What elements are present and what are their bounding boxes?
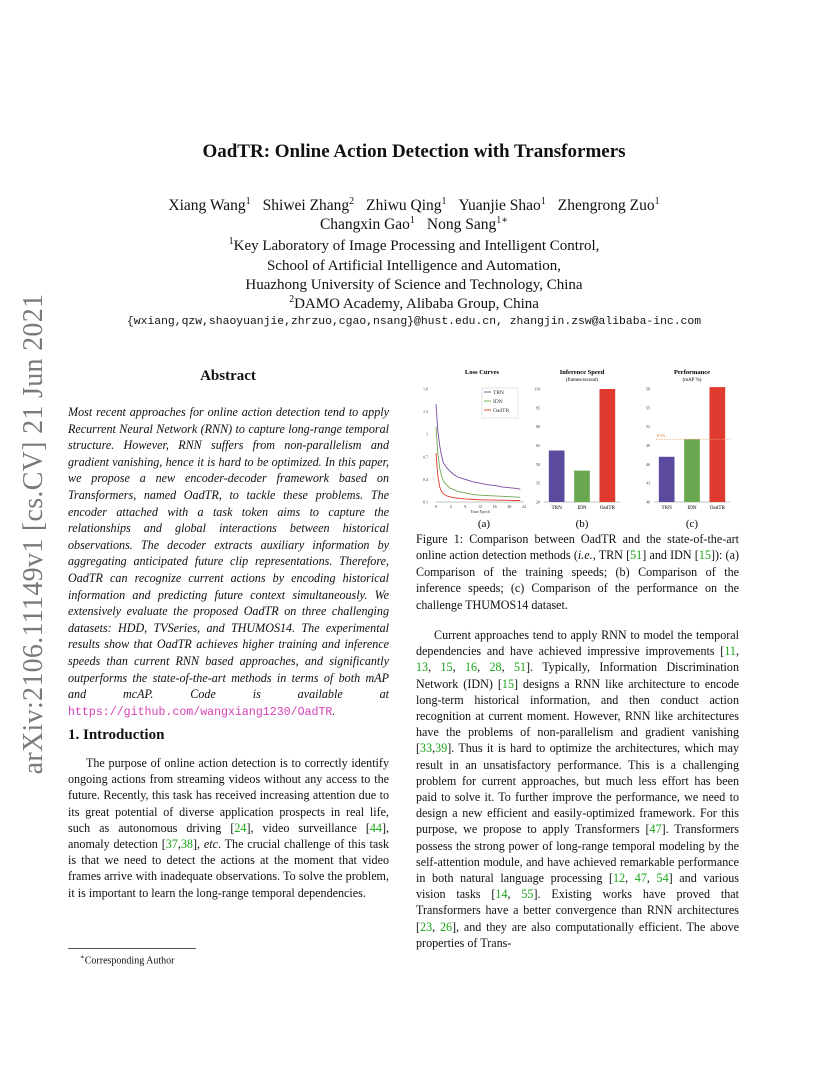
legend-entry: OadTR [493,408,510,414]
x-tick-label: TRN [661,505,672,511]
citation[interactable]: 33 [420,741,433,756]
y-tick-label: 80 [536,424,540,430]
panel-label-b: (b) [575,518,589,530]
figure-caption: Figure 1: Comparison between OadTR and the state-of-the-art online action detection methods (i.e., TRN [51] and IDN [15]): (a) Comparison of the training speeds; (b) Comparison of the inference speeds; (c) Comparison of the performance on the challenge THUMOS14 dataset. [416,532,739,612]
y-tick-label: 65 [536,443,540,448]
bar-idn [574,471,590,502]
bar-idn [684,439,700,502]
x-tick-label: OadTR [599,505,615,511]
x-tick-label: 4 [449,504,452,509]
citation[interactable]: 47 [634,871,647,886]
x-tick-label: OadTR [709,505,725,511]
author-name: Xiang Wang$^1$ [168,196,251,215]
y-tick-label: 43 [646,480,650,486]
y-tick-label: 55 [646,405,650,411]
x-tick-label: 16 [492,504,497,509]
bar-oadtr [709,387,725,502]
y-tick-label: 1 [426,431,428,437]
citation[interactable]: 15 [440,660,453,675]
x-tick-label: 8 [464,504,467,509]
authors-line-2 [0,215,828,234]
y-tick-label: 0.1 [423,499,428,505]
author-name: Zhengrong Zuo$^1$ [557,196,660,215]
bar-trn [549,451,565,502]
abstract-heading: Abstract [200,368,256,384]
citation[interactable]: 51 [630,548,643,563]
chart-subtitle: (frames/second) [565,378,599,383]
figure-1 [416,364,742,532]
chart-subtitle: (mAP %) [682,378,702,383]
right-column-paragraph: Current approaches tend to apply RNN to model the temporal dependencies and have achieved impressive improvements [11, 13, 15, 16, 28, 51]. Typically, Information Discrimination Network (IDN) [15] designs a RNN like architecture to encode long-term historical information, and then conduct action recognition at current moment. However, RNN like architectures have the problems of non-parallelism and gradient vanishing [33,39]. Thus it is hard to optimize the architectures, which may result in an unsatisfactory performance. This is a challenging problem for current approaches, but much less effort has been paid to solve it. To further improve the performance, we need to design a new efficient and easily-optimized framework. For this purpose, we propose to apply Transformers [47]. Transformers possess the strong power of long-range temporal modeling by the self-attention module, and have achieved remarkable performance in both natural language processing [12, 47, 54] and various vision tasks [14, 55]. Existing works have proved that Transformers have a better convergence than RNN architectures [23, 26], and they are also computationally efficient. The above properties of Trans- [416,628,740,950]
y-tick-label: 40 [646,499,650,505]
author-name: Shiwei Zhang$^2$ [262,196,355,215]
introduction-paragraph: The purpose of online action detection is to correctly identify ongoing actions from streaming videos without any access to the future. Recently, this task has received increasing attention due to its great potential of diverse application prospects in real life, such as autonomous driving [24], video surveillance [44], anomaly detection [37,38], etc. The crucial challenge of this task is that we need to detect the actions at the moment that video frames arrive with inadequate observations. To solve the problem, it is important to learn the long-range temporal dependencies. [68,756,389,900]
affiliation-line: $^1$Key Laboratory of Image Processing and Intelligent Control, [228,236,600,254]
citation[interactable]: 12 [613,871,626,886]
citation[interactable]: 28 [489,660,502,675]
annotation-label: 8.3% [657,433,666,439]
y-tick-label: 1.3 [423,409,428,415]
code-link[interactable]: https://github.com/wangxiang1230/OadTR [68,705,333,719]
legend-entry: TRN [493,390,504,396]
y-tick-label: 20 [536,499,540,505]
x-tick-label: TRN [551,505,562,511]
x-axis-label: Time Epoch [470,509,490,514]
author-name: Yuanjie Shao$^1$ [458,196,546,215]
legend-entry: IDN [493,399,503,405]
author-name: Nong Sang$^{1∗}$ [426,215,509,234]
citation[interactable]: 55 [521,887,534,902]
citation[interactable]: 37 [165,837,178,852]
series-line-oadtr [436,453,520,500]
abstract-body: Most recent approaches for online action detection tend to apply Recurrent Neural Network (RNN) to capture long-range temporal structure. However, RNN suffers from non-parallelism and gradient vanishing, hence it is hard to be optimized. In this paper, we propose a new encoder-decoder framework based on Transformers, named OadTR, to tackle these problems. The encoder attached with a task token aims to capture the relationships and global interactions between historical observations. The decoder extracts auxiliary information by aggregating anticipated future clip representations. Therefore, OadTR can recognize current actions by encoding historical information and predicting future context simultaneously. We extensively evaluate the proposed OadTR on three challenging datasets: HDD, TVSeries, and THUMOS14. The experimental results show that OadTR achieves higher training and inference speeds than current RNN based approaches, and significantly outperforms the state-of-the-art methods in terms of both mAP and mcAP. Code is available at https://github.com/wangxiang1230/OadTR. [68,405,389,719]
panel-label-c: (c) [685,518,699,530]
series-line-idn [436,427,520,498]
panel-label-a: (a) [477,518,491,530]
affiliation-line: $^2$DAMO Academy, Alibaba Group, China [289,294,539,312]
bar-oadtr [599,389,615,502]
citation[interactable]: 11 [724,644,736,659]
authors-line-1 [0,196,828,215]
y-tick-label: 0.4 [423,476,428,482]
x-tick-label: 20 [507,504,512,509]
chart-title: Loss Curves [464,369,500,376]
citation[interactable]: 14 [495,887,508,902]
citation[interactable]: 54 [656,871,669,886]
bar-trn [659,457,675,502]
citation[interactable]: 47 [649,822,662,837]
citation[interactable]: 38 [180,837,193,852]
affiliation-line: Huazhong University of Science and Technology, China [245,277,583,293]
y-tick-label: 0.7 [423,454,428,460]
y-tick-label: 49 [646,443,650,448]
citation[interactable]: 13 [416,660,429,675]
citation[interactable]: 23 [420,919,433,934]
y-tick-label: 95 [536,405,540,411]
y-tick-label: 50 [536,461,540,467]
footnote-rule [68,948,196,949]
citation[interactable]: 39 [435,741,448,756]
footnote: ∗Corresponding Author [80,953,175,967]
citation[interactable]: 26 [439,919,453,934]
x-tick-label: IDN [577,505,587,511]
chart-title: Inference Speed [559,369,605,376]
citation[interactable]: 16 [464,660,478,675]
y-tick-label: 110 [534,386,540,392]
x-tick-label: 12 [478,504,482,509]
chart-title: Performance [673,369,711,376]
citation[interactable]: 15 [698,548,711,563]
citation[interactable]: 51 [513,660,527,675]
affiliation-line: School of Artificial Intelligence and Automation, [266,258,562,274]
author-name: Zhiwu Qing$^1$ [366,196,447,215]
x-tick-label: IDN [687,505,697,511]
y-tick-label: 58 [646,386,650,392]
y-tick-label: 46 [646,461,650,467]
y-tick-label: 1.6 [423,386,428,392]
citation[interactable]: 24 [234,820,247,835]
y-tick-label: 52 [646,424,650,430]
x-tick-label: 24 [522,504,526,509]
citation[interactable]: 15 [501,676,514,691]
author-name: Changxin Gao$^1$ [319,215,415,234]
citation[interactable]: 44 [369,820,382,835]
y-tick-label: 35 [536,480,540,486]
arxiv-stamp: arXiv:2106.11149v1 [cs.CV] 21 Jun 2021 [18,293,49,775]
paper-title: OadTR: Online Action Detection with Transformers [202,141,626,162]
author-emails: {wxiang,qzw,shaoyuanjie,zhrzuo,cgao,nsang}@hust.edu.cn, zhangjin.zsw@alibaba-inc.com [126,316,702,328]
x-tick-label: 0 [435,504,437,509]
section-heading-introduction: 1. Introduction [68,727,165,743]
